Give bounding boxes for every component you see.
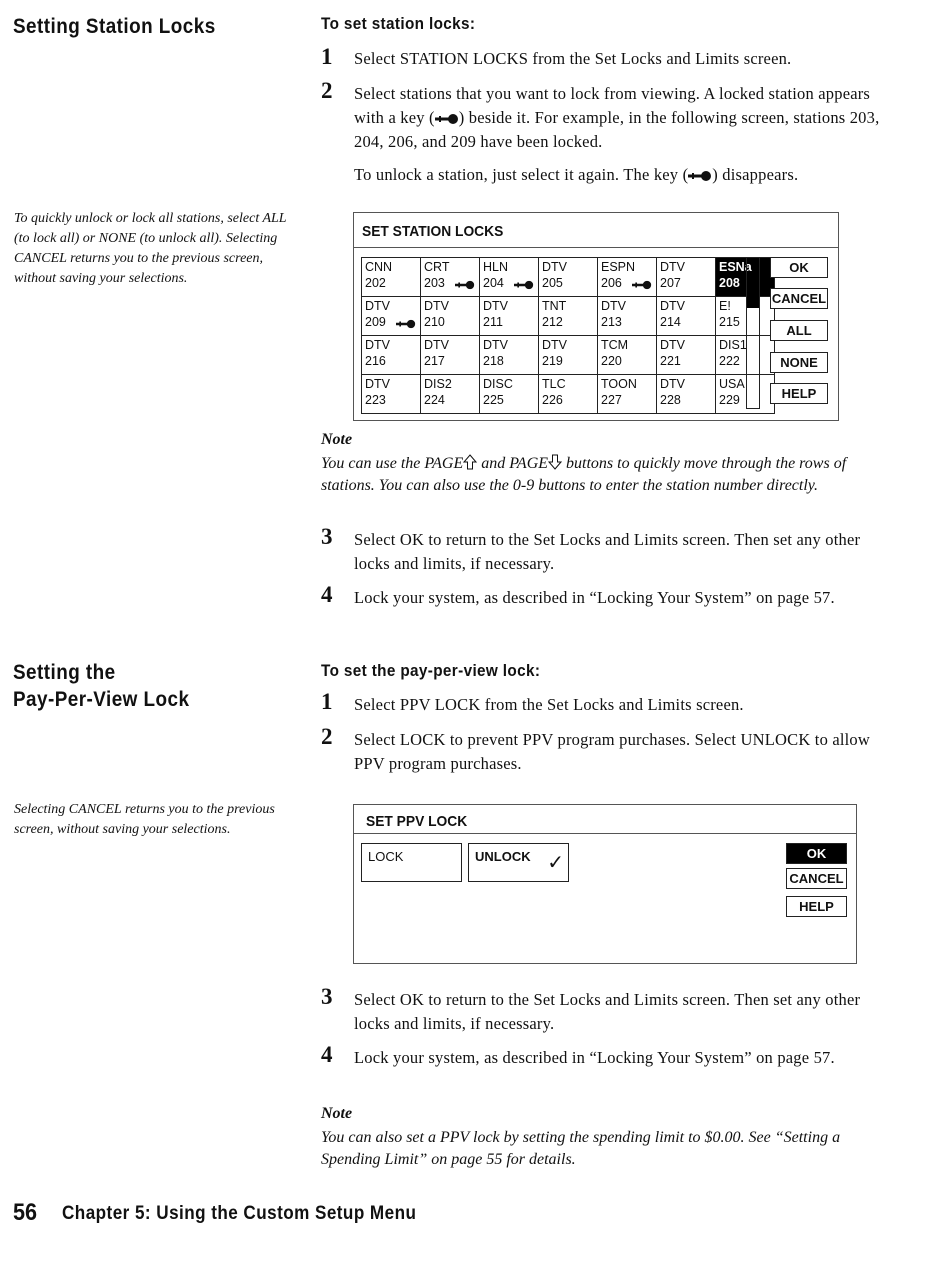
step-text-part: To unlock a station, just select it again. The key ( — [354, 165, 689, 184]
station-name: DTV — [660, 260, 685, 274]
note-heading: Note — [321, 431, 353, 448]
station-cell[interactable] — [539, 258, 598, 297]
station-name: DTV — [365, 377, 390, 391]
step-number: 3 — [321, 524, 333, 549]
ok-button[interactable]: OK — [786, 843, 847, 864]
checkmark-icon: ✓ — [547, 850, 564, 874]
station-cell[interactable] — [421, 336, 480, 375]
note-text — [321, 453, 891, 497]
station-cell[interactable] — [421, 375, 480, 414]
station-channel: 206 — [601, 276, 622, 290]
station-channel: 224 — [424, 393, 445, 407]
station-name: TLC — [542, 377, 566, 391]
step-number: 4 — [321, 1042, 333, 1067]
step-number: 2 — [321, 724, 333, 749]
lock-option[interactable]: LOCK — [361, 843, 462, 882]
station-name: DTV — [365, 338, 390, 352]
station-channel: 203 — [424, 276, 445, 290]
station-name: CNN — [365, 260, 393, 274]
step-number: 3 — [321, 984, 333, 1009]
station-cell[interactable] — [657, 258, 716, 297]
step-text: Select STATION LOCKS from the Set Locks and Limits screen. — [354, 49, 792, 68]
station-channel: 202 — [365, 276, 386, 290]
station-channel: 216 — [365, 354, 386, 368]
title-divider — [354, 833, 856, 834]
scrollbar-thumb[interactable] — [747, 296, 759, 308]
step-number: 2 — [321, 78, 333, 103]
station-row — [362, 258, 775, 297]
procedure-heading-ppv-lock: To set the pay-per-view lock: — [321, 661, 541, 680]
station-channel: 218 — [483, 354, 504, 368]
station-name: DTV — [660, 338, 685, 352]
station-grid — [361, 257, 775, 414]
station-name: DISC — [483, 377, 513, 391]
key-icon — [395, 317, 417, 333]
station-name: ESNa — [719, 260, 752, 274]
sidenote-ppv-lock: Selecting CANCEL returns you to the previous screen, without saving your selections. — [14, 802, 275, 837]
screen-title: SET PPV LOCK — [366, 813, 468, 830]
procedure-heading-station-locks: To set station locks: — [321, 14, 476, 33]
station-channel: 215 — [719, 315, 740, 329]
station-cell[interactable] — [480, 297, 539, 336]
station-cell[interactable] — [421, 258, 480, 297]
station-channel: 217 — [424, 354, 445, 368]
station-cell[interactable] — [480, 336, 539, 375]
station-channel: 223 — [365, 393, 386, 407]
step-text-part: ) beside it. For example, in the following screen, stations 203, 204, 206, and 209 have been locked. — [354, 108, 880, 151]
title-divider — [354, 247, 838, 248]
station-cell[interactable] — [657, 297, 716, 336]
station-channel: 204 — [483, 276, 504, 290]
station-name: DIS2 — [424, 377, 452, 391]
step-text: Select OK to return to the Set Locks and Limits screen. Then set any other locks and limits, if necessary. — [354, 530, 861, 573]
station-name: DTV — [483, 338, 508, 352]
step-text: Select OK to return to the Set Locks and Limits screen. Then set any other locks and limits, if necessary. — [354, 990, 861, 1033]
note-text-part: and PAGE — [477, 455, 549, 472]
step-text-part: ) disappears. — [712, 165, 799, 184]
station-cell[interactable] — [598, 258, 657, 297]
key-icon — [454, 278, 476, 294]
station-cell[interactable] — [657, 336, 716, 375]
section-heading-line: Pay-Per-View Lock — [13, 688, 190, 711]
step-text: Lock your system, as described in “Locking Your System” on page 57. — [354, 1048, 835, 1067]
unlock-option-label: UNLOCK — [475, 849, 531, 864]
station-channel: 228 — [660, 393, 681, 407]
station-channel: 211 — [483, 315, 503, 329]
station-channel: 221 — [660, 354, 681, 368]
scrollbar[interactable] — [746, 257, 760, 409]
key-icon — [688, 170, 712, 182]
station-cell[interactable] — [362, 297, 421, 336]
station-name: HLN — [483, 260, 509, 274]
station-channel: 219 — [542, 354, 563, 368]
ok-button[interactable]: OK — [770, 257, 828, 278]
station-cell[interactable] — [362, 336, 421, 375]
step-number: 1 — [321, 689, 333, 714]
all-button[interactable]: ALL — [770, 320, 828, 341]
section-heading-ppv-lock — [13, 659, 189, 713]
station-channel: 210 — [424, 315, 445, 329]
station-channel: 220 — [601, 354, 622, 368]
station-cell[interactable] — [657, 375, 716, 414]
station-cell[interactable] — [598, 336, 657, 375]
station-channel: 226 — [542, 393, 563, 407]
help-button[interactable]: HELP — [786, 896, 847, 917]
station-cell[interactable] — [480, 258, 539, 297]
station-name: TOON — [601, 377, 637, 391]
sidenote-station-locks: To quickly unlock or lock all stations, select ALL (to lock all) or NONE (to unlock all). Selecting CANCEL returns you to the previous screen, without saving your selections. — [14, 211, 287, 286]
station-row — [362, 336, 775, 375]
note-text-part: You can use the PAGE — [321, 455, 464, 472]
station-name: DTV — [365, 299, 390, 313]
station-name: DTV — [542, 260, 567, 274]
key-icon — [435, 113, 459, 125]
station-channel: 205 — [542, 276, 563, 290]
station-cell[interactable] — [716, 258, 775, 297]
station-cell[interactable] — [598, 297, 657, 336]
station-cell[interactable] — [480, 375, 539, 414]
page-down-arrow-icon — [548, 454, 562, 470]
station-cell[interactable] — [362, 375, 421, 414]
key-icon — [513, 278, 535, 294]
station-name: E! — [719, 299, 731, 313]
chapter-title: Chapter 5: Using the Custom Setup Menu — [62, 1203, 417, 1224]
station-name: USA — [719, 377, 745, 391]
step-text — [354, 82, 889, 154]
station-cell[interactable] — [421, 297, 480, 336]
station-channel: 214 — [660, 315, 681, 329]
station-cell[interactable] — [716, 375, 775, 414]
step-number: 4 — [321, 582, 333, 607]
step-text: Select LOCK to prevent PPV program purchases. Select UNLOCK to allow PPV program purchases. — [354, 730, 870, 773]
station-channel: 209 — [365, 315, 386, 329]
station-name: DTV — [601, 299, 626, 313]
station-name: CRT — [424, 260, 450, 274]
set-ppv-lock-screen — [353, 804, 857, 964]
none-button[interactable]: NONE — [770, 352, 828, 373]
station-channel: 229 — [719, 393, 740, 407]
station-channel: 227 — [601, 393, 622, 407]
note-text: You can also set a PPV lock by setting the spending limit to $0.00. See “Setting a Spending Limit” on page 55 for details. — [321, 1129, 841, 1168]
station-channel: 213 — [601, 315, 622, 329]
station-cell[interactable] — [539, 336, 598, 375]
unlock-option[interactable] — [468, 843, 569, 882]
section-heading-line: Setting the — [13, 661, 116, 684]
screen-title: SET STATION LOCKS — [362, 223, 504, 240]
station-name: DTV — [660, 299, 685, 313]
station-channel: 207 — [660, 276, 681, 290]
station-row — [362, 375, 775, 414]
note-heading: Note — [321, 1105, 353, 1122]
help-button[interactable]: HELP — [770, 383, 828, 404]
station-name: DTV — [542, 338, 567, 352]
station-name: TCM — [601, 338, 629, 352]
section-heading-station-locks: Setting Station Locks — [13, 15, 216, 38]
station-name: DTV — [424, 299, 449, 313]
station-channel: 222 — [719, 354, 740, 368]
cancel-button[interactable]: CANCEL — [786, 868, 847, 889]
station-cell[interactable] — [716, 297, 775, 336]
step-text-part: Select stations that you want to lock from viewing. A locked station appears with a key ( — [354, 84, 871, 127]
station-name: DTV — [424, 338, 449, 352]
step-number: 1 — [321, 44, 333, 69]
station-cell[interactable] — [716, 336, 775, 375]
station-name: DIS1 — [719, 338, 747, 352]
station-channel: 212 — [542, 315, 563, 329]
station-name: TNT — [542, 299, 567, 313]
station-cell[interactable] — [362, 258, 421, 297]
station-name: DTV — [483, 299, 508, 313]
page-number: 56 — [13, 1199, 38, 1226]
station-name: DTV — [660, 377, 685, 391]
station-cell[interactable] — [539, 297, 598, 336]
step-text — [354, 163, 889, 187]
page-up-arrow-icon — [463, 454, 477, 470]
station-cell[interactable] — [598, 375, 657, 414]
step-text: Lock your system, as described in “Locking Your System” on page 57. — [354, 588, 835, 607]
station-cell[interactable] — [539, 375, 598, 414]
step-text: Select PPV LOCK from the Set Locks and Limits screen. — [354, 695, 744, 714]
station-channel: 225 — [483, 393, 504, 407]
station-row — [362, 297, 775, 336]
cancel-button[interactable]: CANCEL — [770, 288, 828, 309]
station-channel: 208 — [719, 276, 740, 290]
station-name: ESPN — [601, 260, 636, 274]
set-station-locks-screen — [353, 212, 839, 421]
key-icon — [631, 278, 653, 294]
note-text-part: buttons to quickly move through the rows of stations. You can also use the 0-9 buttons to enter the station number directly. — [321, 455, 847, 494]
